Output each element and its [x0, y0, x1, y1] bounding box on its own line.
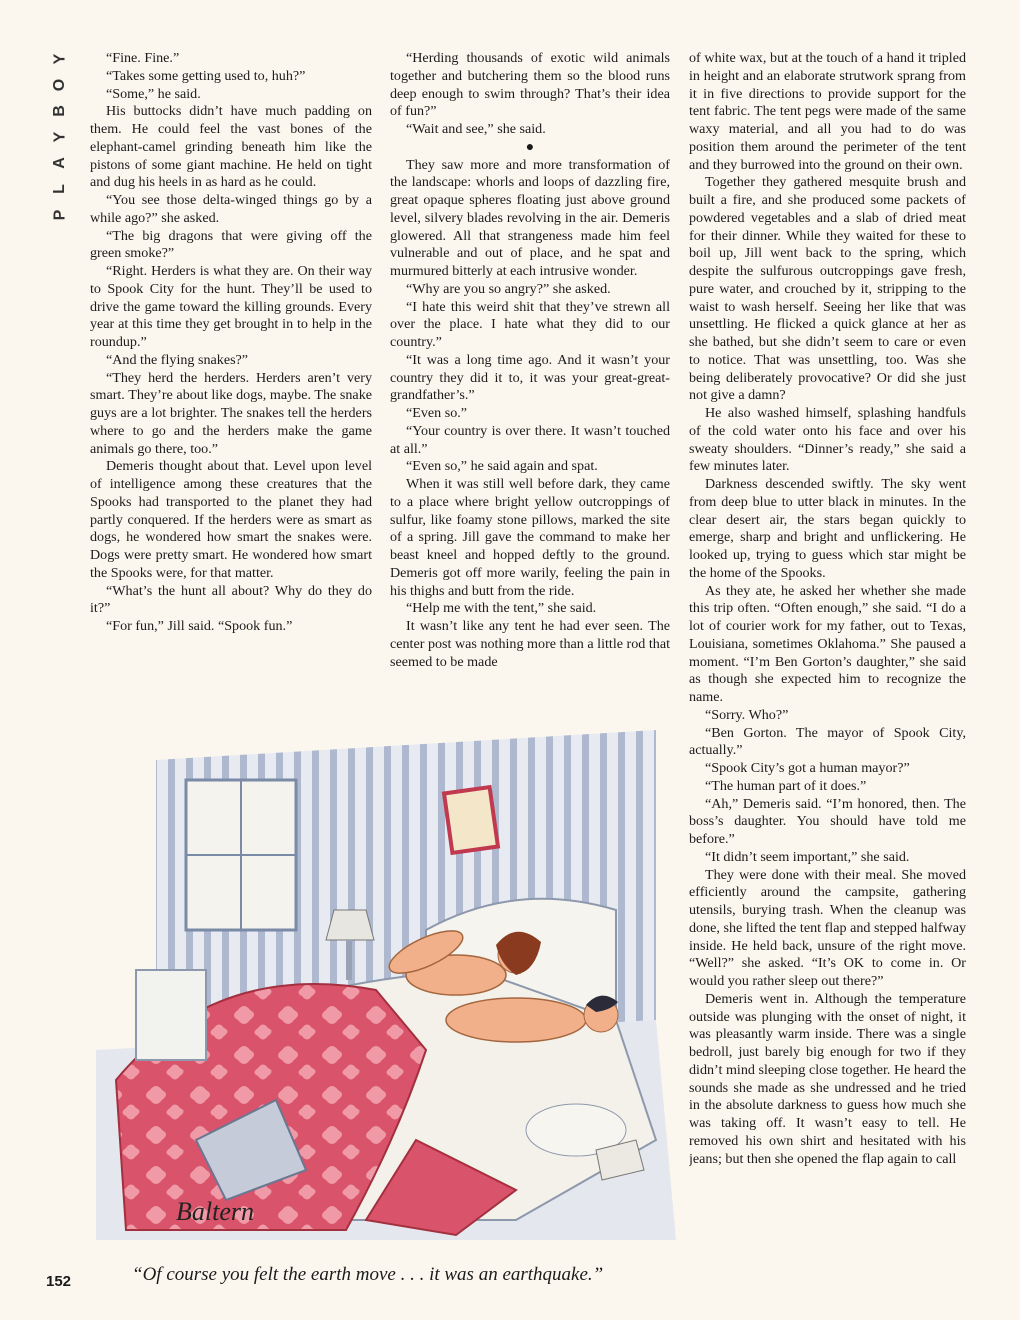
article-paragraph: “It was a long time ago. And it wasn’t your country they did it to, it was your great-great-grandfather’s.” [390, 351, 670, 404]
section-break-ornament: ● [525, 139, 535, 155]
artist-signature: Baltern [176, 1197, 254, 1226]
magazine-name: Y O B Y A L P [50, 53, 68, 221]
article-paragraph: They were done with their meal. She moved efficiently around the campsite, gathering utensils, burying trash. When the cleanup was done, she lifted the tent flap and stepped halfway inside. He held back, unsure of the right move. “Well?” she asked. “It’s OK to come in. Or would you rather sleep out there?” [689, 866, 966, 989]
article-paragraph: His buttocks didn’t have much padding on them. He could feel the vast bones of the elephant-camel grinding beneath him like the pistons of some giant machine. He held on tight and dug his heels in as hard as he could. [90, 103, 372, 191]
article-paragraph: “Your country is over there. It wasn’t touched at all.” [390, 422, 670, 457]
article-paragraph: “Even so,” he said again and spat. [406, 458, 598, 475]
article-paragraph: As they ate, he asked her whether she made this trip often. “Often enough,” she said. “I do a lot of courier work for my father, out to Texas, Louisiana, sometimes Oklahoma.” She paused a moment. “I’m Ben Gorton’s daughter,” she said as though she expected him to recognize the name. [689, 582, 966, 705]
article-paragraph: “Takes some getting used to, huh?” [106, 67, 306, 84]
article-paragraph: “Why are you so angry?” she asked. [406, 280, 611, 297]
article-paragraph: “Ah,” Demeris said. “I’m honored, then. The boss’s daughter. You should have told me before.” [689, 795, 966, 847]
cartoon-illustration [96, 720, 676, 1240]
article-paragraph: “Help me with the tent,” she said. [406, 600, 597, 617]
article-paragraph: “It didn’t seem important,” she said. [705, 848, 910, 865]
article-column-3 [689, 50, 966, 1315]
article-paragraph: “Herding thousands of exotic wild animals together and butchering them so the blood runs deep enough to swim through? That’s their idea of fun?” [390, 50, 670, 120]
article-paragraph: “Spook City’s got a human mayor?” [705, 760, 910, 776]
article-column-1 [90, 50, 372, 700]
article-paragraph: “You see those delta-winged things go by a while ago?” she asked. [90, 192, 372, 226]
article-paragraph: “What’s the hunt all about? Why do they do it?” [90, 582, 372, 617]
article-paragraph: It wasn’t like any tent he had ever seen. The center post was nothing more than a little rod that seemed to be made [390, 618, 670, 670]
article-paragraph: Demeris went in. Although the temperature outside was plunging with the onset of night, it was pleasantly warm inside. There was a single bedroll, just barely big enough for two if they didn’t mind sleeping close together. He heard the sounds she made as she undressed and he tried in the absolute darkness to guess how much she was taking off. It wasn’t easy to tell. He removed his own shirt and hesitated with his jeans; but then she opened the flap again to call [689, 990, 966, 1167]
article-paragraph: “And the flying snakes?” [106, 351, 249, 368]
article-paragraph: “Sorry. Who?” [705, 706, 789, 723]
article-paragraph: “Ben Gorton. The mayor of Spook City, actually.” [689, 724, 966, 759]
article-paragraph: “Wait and see,” she said. [406, 121, 546, 137]
article-paragraph: “I hate this weird shit that they’ve strewn all over the place. I hate what they did to our country.” [390, 298, 670, 350]
article-paragraph: “The big dragons that were giving off the green smoke?” [90, 227, 372, 262]
article-paragraph: “Right. Herders is what they are. On their way to Spook City for the hunt. They’ll be used to drive the game toward the killing grounds. Every year at this time they get brought in to help in the roundup.” [90, 263, 372, 350]
article-paragraph: “For fun,” Jill said. “Spook fun.” [106, 618, 293, 634]
article-paragraph: “Fine. Fine.” [106, 50, 180, 66]
cartoon-caption: “Of course you felt the earth move . . . it was an earthquake.” [132, 1264, 604, 1285]
article-paragraph: “The human part of it does.” [705, 777, 867, 794]
article-paragraph: Demeris thought about that. Level upon level of intelligence among these creatures that the Spooks had transported to the planet they had partly conquered. If the herders were as smart as dogs, he wondered how smart the snakes were. Dogs were pretty smart. He wondered how smart the Spooks were, for that matter. [90, 458, 372, 581]
article-paragraph: He also washed himself, splashing handfuls of the cold water onto his face and over his sweaty shoulders. “Dinner’s ready,” she said a few minutes later. [689, 405, 966, 475]
article-paragraph: When it was still well before dark, they came to a place where bright yellow outcroppings of sulfur, like foamy stone pillows, marked the site of a spring. Jill gave the command to make her beast kneel and hopped deftly to the ground. Demeris got off more warily, feeling the pain in his thighs and butt from the ride. [390, 476, 670, 599]
article-paragraph: of white wax, but at the touch of a hand it tripled in height and an elaborate strutwork sprang from it in five directions to provide support for the tent fabric. The tent pegs were made of the same waxy material, and all you had to do was position them around the perimeter of the tent and they burrowed into the ground on their own. [689, 50, 966, 173]
article-paragraph: “Some,” he said. [106, 85, 201, 102]
article-paragraph: They saw more and more transformation of the landscape: whorls and loops of dazzling fire, great opaque spheres floating just above ground level, silvery blades revolving in the air. Demeris glowered. All that strangeness made him feel vulnerable and out of place, and he spat and murmured bitterly at each intrusive wonder. [390, 156, 670, 279]
article-paragraph: Darkness descended swiftly. The sky went from deep blue to utter black in minutes. In the clear desert air, the stars began quickly to emerge, sharp and bright and unflickering. He looked up, trying to guess which star might be the home of the Spooks. [689, 476, 966, 581]
article-column-2 [390, 50, 670, 700]
article-paragraph: “Even so.” [406, 405, 468, 421]
page-number: 152 [46, 1273, 72, 1290]
article-paragraph: Together they gathered mesquite brush and built a fire, and she produced some packets of powdered vegetables and a slab of dried meat for their dinner. While they waited for these to boil up, Jill went back to the spring, which despite the sulfurous outcroppings gave fresh, pure water, and crouched by it, stripping to the waist to wash herself. Seeing her like that was unsettling. He flicked a quick glance at her as she bathed, but she didn’t seem to care or even to notice. That was unsettling, too. Was she being deliberately provocative? Or did she just not give a damn? [689, 174, 966, 404]
article-paragraph: “They herd the herders. Herders aren’t very smart. They’re about like dogs, maybe. The snake guys are a lot brighter. The snakes tell the herders where to go and the herders make the game animals go there, too.” [90, 369, 372, 457]
